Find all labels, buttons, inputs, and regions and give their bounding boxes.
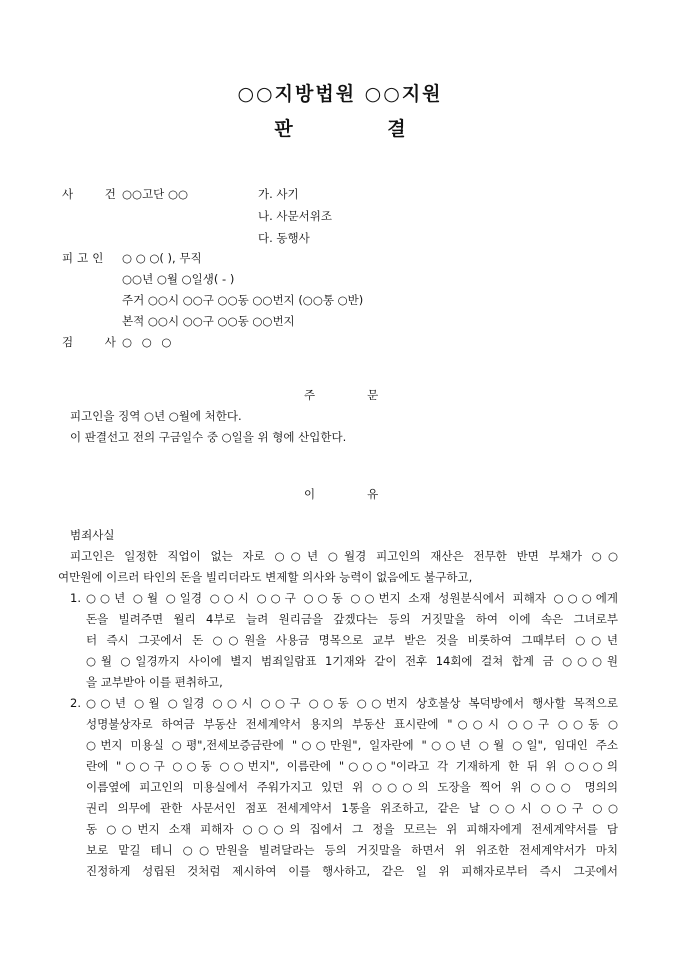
intro-line: 여만원에 이르러 타인의 돈을 빌리더라도 변제할 의사와 능력이 없음에도 불구하고, bbox=[58, 570, 473, 584]
item-line: 진정하게 성립된 것처럼 제시하여 이를 행사하고, 같은 일 위 피해자로부터 즉시 그곳에서 bbox=[86, 864, 618, 878]
item-line: 이름옆에 피고인의 미용실에서 주워가지고 있던 위 ○○○의 도장을 찍어 위 ○○○ 명의의 bbox=[86, 780, 618, 794]
defendant-address: 주거 ○○시 ○○구 ○○동 ○○번지 (○○통 ○반) bbox=[122, 293, 364, 307]
item-number: 1. bbox=[70, 591, 81, 605]
item-line: ○번지 미용실 ○평",전세보증금란에 "○○만원", 일자란에 "○○년 ○월 ○일", 임대인 주소 bbox=[86, 738, 618, 752]
facts-subheading: 범죄사실 bbox=[70, 528, 115, 542]
case-number: ○○고단 ○○ bbox=[122, 187, 189, 201]
defendant-label: 피고인 bbox=[62, 251, 108, 265]
item-number: 2. bbox=[70, 696, 81, 710]
item-line: 을 교부받아 이를 편취하고, bbox=[86, 675, 223, 689]
charge-item: 다. 동행사 bbox=[258, 231, 310, 245]
charge-item: 가. 사기 bbox=[258, 187, 299, 201]
case-label: 사 건 bbox=[62, 187, 130, 201]
item-line: 성명불상자로 하여금 부동산 전세계약서 용지의 부동산 표시란에 "○○시 ○○구 ○○동 ○ bbox=[86, 717, 618, 731]
item-line: 권리 의무에 관한 사문서인 점포 전세계약서 1통을 위조하고, 같은 날 ○○시 ○○구 ○○ bbox=[86, 801, 618, 815]
defendant-birth: ○○년 ○월 ○일생( - ) bbox=[122, 272, 235, 286]
defendant-domicile: 본적 ○○시 ○○구 ○○동 ○○번지 bbox=[122, 314, 295, 328]
intro-line: 피고인은 일정한 직업이 없는 자로 ○○년 ○월경 피고인의 재산은 전무한 반면 부채가 ○○ bbox=[70, 549, 618, 563]
prosecutor-label: 검 사 bbox=[62, 335, 130, 349]
disposition-line: 피고인을 징역 ○년 ○월에 처한다. bbox=[70, 409, 242, 423]
reasons-heading: 이유 bbox=[304, 487, 431, 501]
item-line: 터 즉시 그곳에서 돈 ○○원을 사용금 명목으로 교부 받은 것을 비롯하여 그때부터 ○○년 bbox=[86, 633, 618, 647]
item-line: 돈을 빌려주면 월리 4부로 늘려 원리금을 갚겠다는 등의 거짓말을 하여 이에 속은 그녀로부 bbox=[86, 612, 618, 626]
item-line: 란에 "○○구 ○○동 ○○번지", 이름란에 "○○○"이라고 각 기재하게 한 뒤 위 ○○○의 bbox=[86, 759, 618, 773]
charge-item: 나. 사문서위조 bbox=[258, 209, 332, 223]
item-line: 동 ○○번지 소재 피해자 ○○○의 집에서 그 정을 모르는 위 피해자에게 전세계약서를 담 bbox=[86, 822, 618, 836]
disposition-heading: 주문 bbox=[304, 388, 431, 402]
document-type-heading: 판 결 bbox=[274, 118, 450, 140]
item-line: 보로 맡길 테니 ○○만원을 빌려달라는 등의 거짓말을 하면서 위 위조한 전세계약서가 마치 bbox=[86, 843, 618, 857]
item-line: ○○년 ○월 ○일경 ○○시 ○○구 ○○동 ○○번지 상호불상 복덕방에서 행사할 목적으로 bbox=[86, 696, 618, 710]
prosecutor-name: ○ ○ ○ bbox=[122, 335, 175, 349]
item-line: ○○년 ○월 ○일경 ○○시 ○○구 ○○동 ○○번지 소재 성원분식에서 피해자 ○○○에게 bbox=[86, 591, 618, 605]
court-title: ○○지방법원 ○○지원 bbox=[237, 83, 443, 105]
defendant-name: ○ ○ ○( ), 무직 bbox=[122, 251, 202, 265]
disposition-line: 이 판결선고 전의 구금일수 중 ○일을 위 형에 산입한다. bbox=[70, 430, 347, 444]
item-line: ○월 ○일경까지 사이에 별지 범죄일람표 1기재와 같이 전후 14회에 걸쳐 합계 금 ○○○원 bbox=[86, 654, 618, 668]
